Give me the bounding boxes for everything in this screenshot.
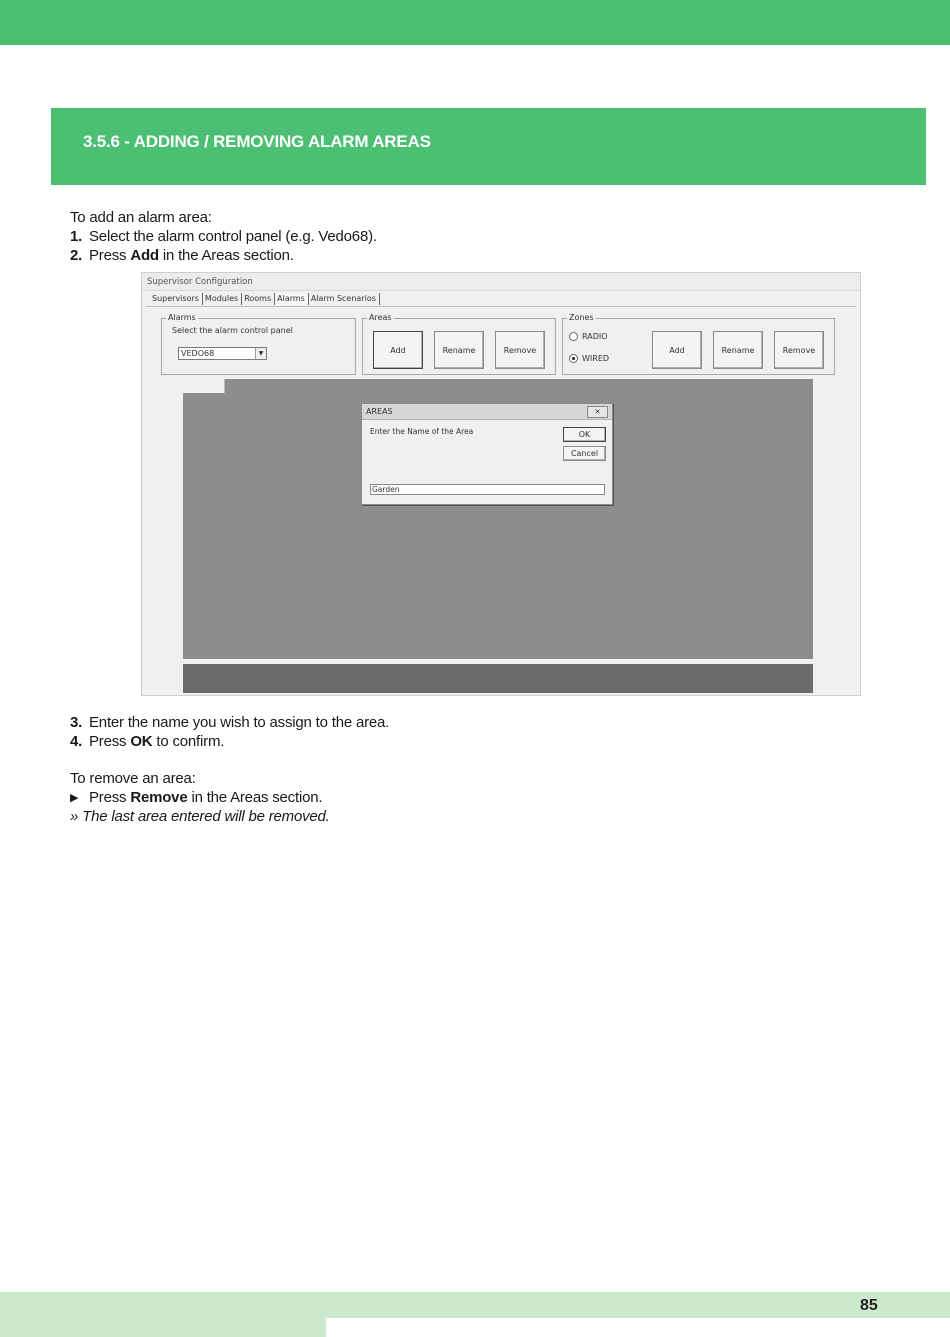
step-text-post: in the Areas section. [158,247,294,264]
step-text: Select the alarm control panel (e.g. Vedo68). [89,228,377,245]
radio-circle-icon [569,332,578,341]
step-text: Enter the name you wish to assign to the area. [89,714,390,731]
step-text-pre: Press [89,789,131,806]
areas-dialog [361,403,613,505]
alarm-panel-value: VEDO68 [181,349,215,358]
alarm-panel-select[interactable] [178,347,267,360]
areas-group-label: Areas [369,313,392,322]
remove-note: » The last area entered will be removed. [70,808,330,825]
radio-label: RADIO [582,332,608,341]
radio-option-radio[interactable] [569,332,608,341]
tab-alarm-scenarios[interactable]: Alarm Scenarios [309,293,380,305]
section-title: 3.5.6 - ADDING / REMOVING ALARM AREAS [83,132,431,151]
step-3 [70,713,389,732]
zones-group [562,313,835,375]
footer-tab [0,1318,326,1337]
step-text-pre: Press [89,733,131,750]
canvas-tab[interactable] [183,379,225,393]
step-4 [70,732,224,751]
add-intro: To add an alarm area: [70,209,212,226]
area-name-input[interactable] [370,484,605,495]
step-number: 3. [70,714,83,731]
step-keyword: Remove [130,789,188,806]
radio-label: WIRED [582,354,610,363]
step-keyword: OK [130,733,153,750]
tab-divider [146,306,856,307]
cancel-button[interactable]: Cancel [563,446,606,461]
step-text-post: in the Areas section. [187,789,323,806]
dialog-title-bar [362,404,612,420]
zones-group-label: Zones [569,313,594,322]
page-number: 85 [860,1297,878,1314]
dialog-title: AREAS [366,407,393,416]
step-text-pre: Press [89,247,131,264]
section-header [51,108,926,185]
area-name-value: Garden [372,485,400,494]
zones-rename-button[interactable]: Rename [713,331,763,369]
close-icon[interactable]: ✕ [587,406,608,418]
radio-selected-icon [569,354,578,363]
dialog-prompt: Enter the Name of the Area [370,427,474,436]
step-text-post: to confirm. [152,733,225,750]
areas-remove-button[interactable]: Remove [495,331,545,369]
tab-supervisors[interactable]: Supervisors [150,293,203,305]
alarm-panel-prompt: Select the alarm control panel [172,326,293,335]
top-band [0,0,950,45]
canvas-status-bar [183,664,813,693]
tab-modules[interactable]: Modules [203,293,242,305]
areas-rename-button[interactable]: Rename [434,331,484,369]
triangle-right-icon: ▶ [70,792,79,804]
alarms-group [161,313,356,375]
tab-rooms[interactable]: Rooms [242,293,275,305]
radio-option-wired[interactable] [569,354,609,363]
remove-intro: To remove an area: [70,770,196,787]
step-keyword: Add [130,247,159,264]
window-title: Supervisor Configuration [147,277,253,287]
areas-add-button[interactable]: Add [373,331,423,369]
step-number: 1. [70,228,83,245]
step-1 [70,227,377,246]
tab-alarms[interactable]: Alarms [275,293,309,305]
supervisor-config-screenshot [141,272,861,696]
window-title-bar [142,273,860,291]
alarms-group-label: Alarms [168,313,196,322]
remove-step [70,788,322,809]
chevron-down-icon[interactable]: ▼ [255,348,266,359]
step-2 [70,246,294,265]
step-number: 4. [70,733,83,750]
ok-button[interactable]: OK [563,427,606,442]
areas-group [362,313,556,375]
step-number: 2. [70,247,83,264]
zones-add-button[interactable]: Add [652,331,702,369]
tab-bar [150,293,380,306]
zones-remove-button[interactable]: Remove [774,331,824,369]
footer-band [0,1292,950,1318]
